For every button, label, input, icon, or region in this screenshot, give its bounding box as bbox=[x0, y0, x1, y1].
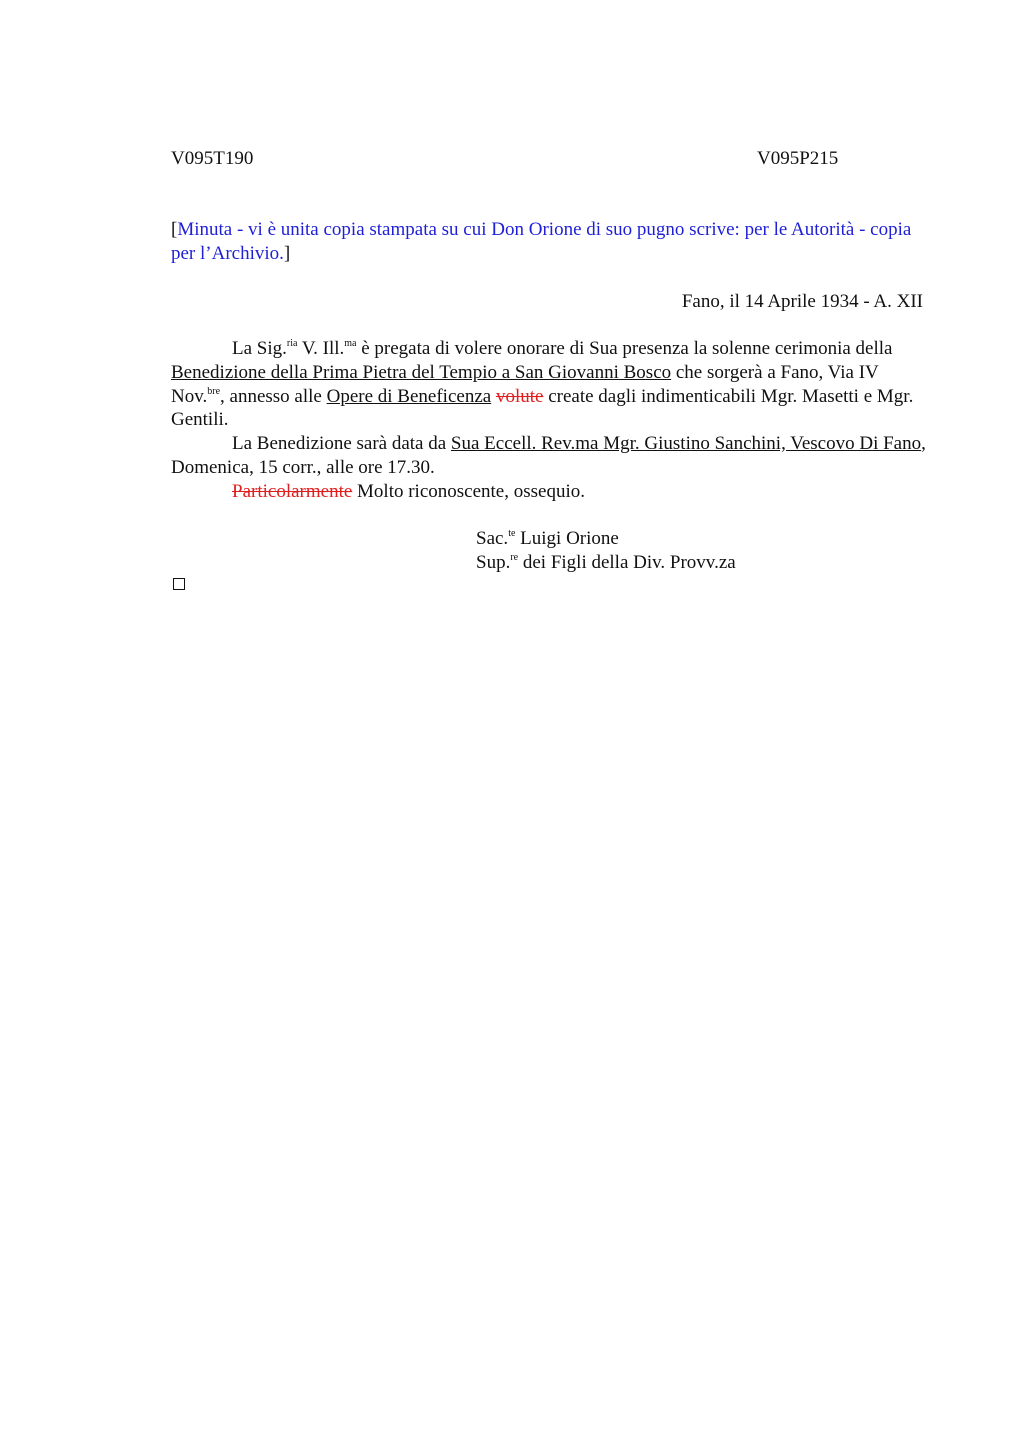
paragraph-closing bbox=[171, 480, 931, 504]
superscript: ria bbox=[286, 338, 298, 349]
superscript: bre bbox=[207, 385, 221, 397]
note-close-bracket: ] bbox=[283, 243, 291, 264]
signature-block bbox=[476, 527, 736, 575]
struck-text: volute bbox=[495, 385, 544, 407]
text-segment: V. Ill. bbox=[297, 338, 345, 359]
signature-name-line bbox=[476, 527, 736, 551]
document-code-left: V095T190 bbox=[171, 148, 254, 169]
paragraph-invitation bbox=[171, 337, 931, 432]
letter-body bbox=[171, 337, 931, 504]
text-segment: Molto riconoscente, ossequio. bbox=[352, 480, 585, 502]
underlined-text: Benedizione della Prima Pietra del Tempio a San Giovanni Bosco bbox=[171, 361, 672, 383]
text-segment: create dagli indimenticabili Mgr. Masetti e Mgr. Gentili. bbox=[171, 385, 914, 431]
text-segment: è pregata di volere onorare di Sua presenza la solenne cerimonia della bbox=[356, 338, 893, 359]
text-segment: dei Figli della Div. Provv.za bbox=[518, 552, 736, 573]
text-segment: La Sig. bbox=[232, 338, 287, 359]
date-line: Fano, il 14 Aprile 1934 - A. XII bbox=[681, 291, 923, 312]
signature-title-line bbox=[476, 551, 736, 575]
paragraph-benediction bbox=[171, 432, 931, 480]
text-segment: Sup. bbox=[476, 552, 511, 573]
text-segment: Sac. bbox=[476, 528, 509, 549]
underlined-text: Sua Eccell. Rev.ma Mgr. Giustino Sanchini, Vescovo Di Fano bbox=[450, 433, 922, 455]
text-segment: La Benedizione sarà data da bbox=[232, 433, 451, 455]
superscript: te bbox=[508, 528, 516, 539]
superscript: re bbox=[510, 552, 519, 563]
struck-text: Particolarmente bbox=[232, 480, 353, 502]
text-segment: , annesso alle bbox=[220, 385, 327, 407]
editorial-note bbox=[171, 218, 931, 266]
note-open-bracket: [ bbox=[171, 219, 178, 240]
underlined-text: Opere di Beneficenza bbox=[326, 385, 492, 407]
superscript: ma bbox=[344, 338, 357, 349]
note-text: Minuta - vi è unita copia stampata su cui Don Orione di suo pugno scrive: per le Autorità - copia per l’Archivio. bbox=[171, 219, 912, 264]
text-segment: che sorgerà a Fano, Via IV Nov. bbox=[171, 361, 879, 407]
text-segment: , Domenica, 15 corr., alle ore 17.30. bbox=[171, 433, 926, 478]
document-code-right: V095P215 bbox=[757, 148, 839, 169]
text-segment: Luigi Orione bbox=[515, 528, 619, 549]
end-marker-box bbox=[173, 578, 185, 590]
